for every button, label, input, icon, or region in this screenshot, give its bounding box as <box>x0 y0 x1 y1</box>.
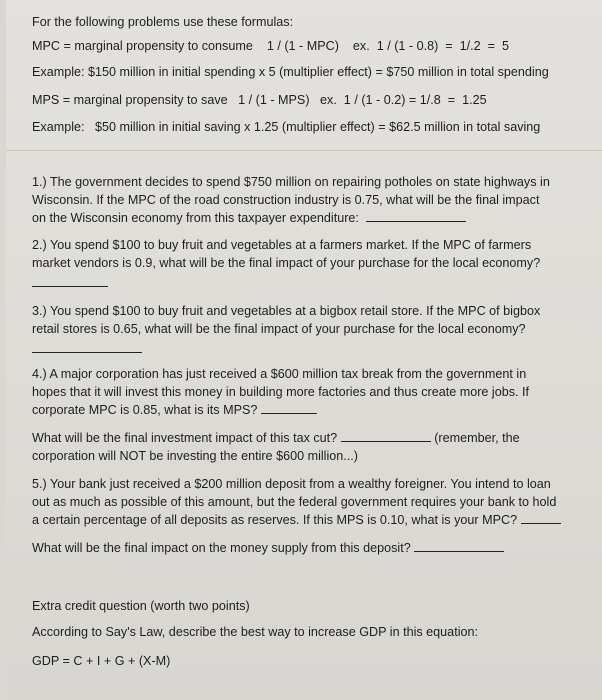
q2-line-1: 2.) You spend $100 to buy fruit and vegetables at a farmers market. If the MPC of farmers <box>32 238 532 252</box>
q4-mps-blank[interactable] <box>261 402 317 414</box>
q5-mpc-blank[interactable] <box>521 512 561 524</box>
q5-line-3: a certain percentage of all deposits as reserves. If this MPS is 0.10, what is your MPC? <box>32 513 518 527</box>
q1-line-3: on the Wisconsin economy from this taxpayer expenditure: <box>32 211 359 225</box>
q4-line-2: hopes that it will invest this money in building more factories and thus create more jobs. If <box>32 385 529 399</box>
gdp-equation: GDP = C + I + G + (X-M) <box>32 654 171 668</box>
q5-line-2: out as much as possible of this amount, but the federal government requires your bank to hold <box>32 495 557 509</box>
section-divider <box>6 150 602 151</box>
q5-impact-blank[interactable] <box>414 540 504 552</box>
q4-impact-blank[interactable] <box>341 430 431 442</box>
q3-answer-blank[interactable] <box>32 341 142 353</box>
q1-answer-blank[interactable] <box>366 210 466 222</box>
q3-line-2: retail stores is 0.65, what will be the final impact of your purchase for the local economy? <box>32 322 526 336</box>
q4-line-1: 4.) A major corporation has just received a $600 million tax break from the government in <box>32 367 527 381</box>
mpc-example: Example: $150 million in initial spending x 5 (multiplier effect) = $750 million in total spending <box>32 65 549 79</box>
q4-line-3: corporate MPC is 0.85, what is its MPS? <box>32 403 258 417</box>
mpc-formula: MPC = marginal propensity to consume 1 / (1 - MPC) ex. 1 / (1 - 0.8) = 1/.2 = 5 <box>32 39 510 53</box>
q1-line-2: Wisconsin. If the MPC of the road construction industry is 0.75, what will be the final impact <box>32 193 540 207</box>
q4b-note: corporation will NOT be investing the entire $600 million...) <box>32 449 358 463</box>
extra-credit-prompt: According to Say's Law, describe the best way to increase GDP in this equation: <box>32 625 478 639</box>
formulas-heading: For the following problems use these formulas: <box>32 15 294 29</box>
mps-example: Example: $50 million in initial saving x 1.25 (multiplier effect) = $62.5 million in total saving <box>32 120 541 134</box>
q1-line-1: 1.) The government decides to spend $750 million on repairing potholes on state highways in <box>32 175 550 189</box>
q5b-question: What will be the final impact on the money supply from this deposit? <box>32 541 411 555</box>
q4b-remember: (remember, the <box>434 431 520 445</box>
q2-answer-blank[interactable] <box>32 275 108 287</box>
extra-credit-title: Extra credit question (worth two points) <box>32 599 250 613</box>
q5-line-1: 5.) Your bank just received a $200 million deposit from a wealthy foreigner. You intend to loan <box>32 477 551 491</box>
q2-line-2: market vendors is 0.9, what will be the final impact of your purchase for the local economy? <box>32 256 541 270</box>
q4b-question: What will be the final investment impact of this tax cut? <box>32 431 338 445</box>
q3-line-1: 3.) You spend $100 to buy fruit and vegetables at a bigbox retail store. If the MPC of bigbox <box>32 304 541 318</box>
mps-formula: MPS = marginal propensity to save 1 / (1 - MPS) ex. 1 / (1 - 0.2) = 1/.8 = 1.25 <box>32 93 487 107</box>
